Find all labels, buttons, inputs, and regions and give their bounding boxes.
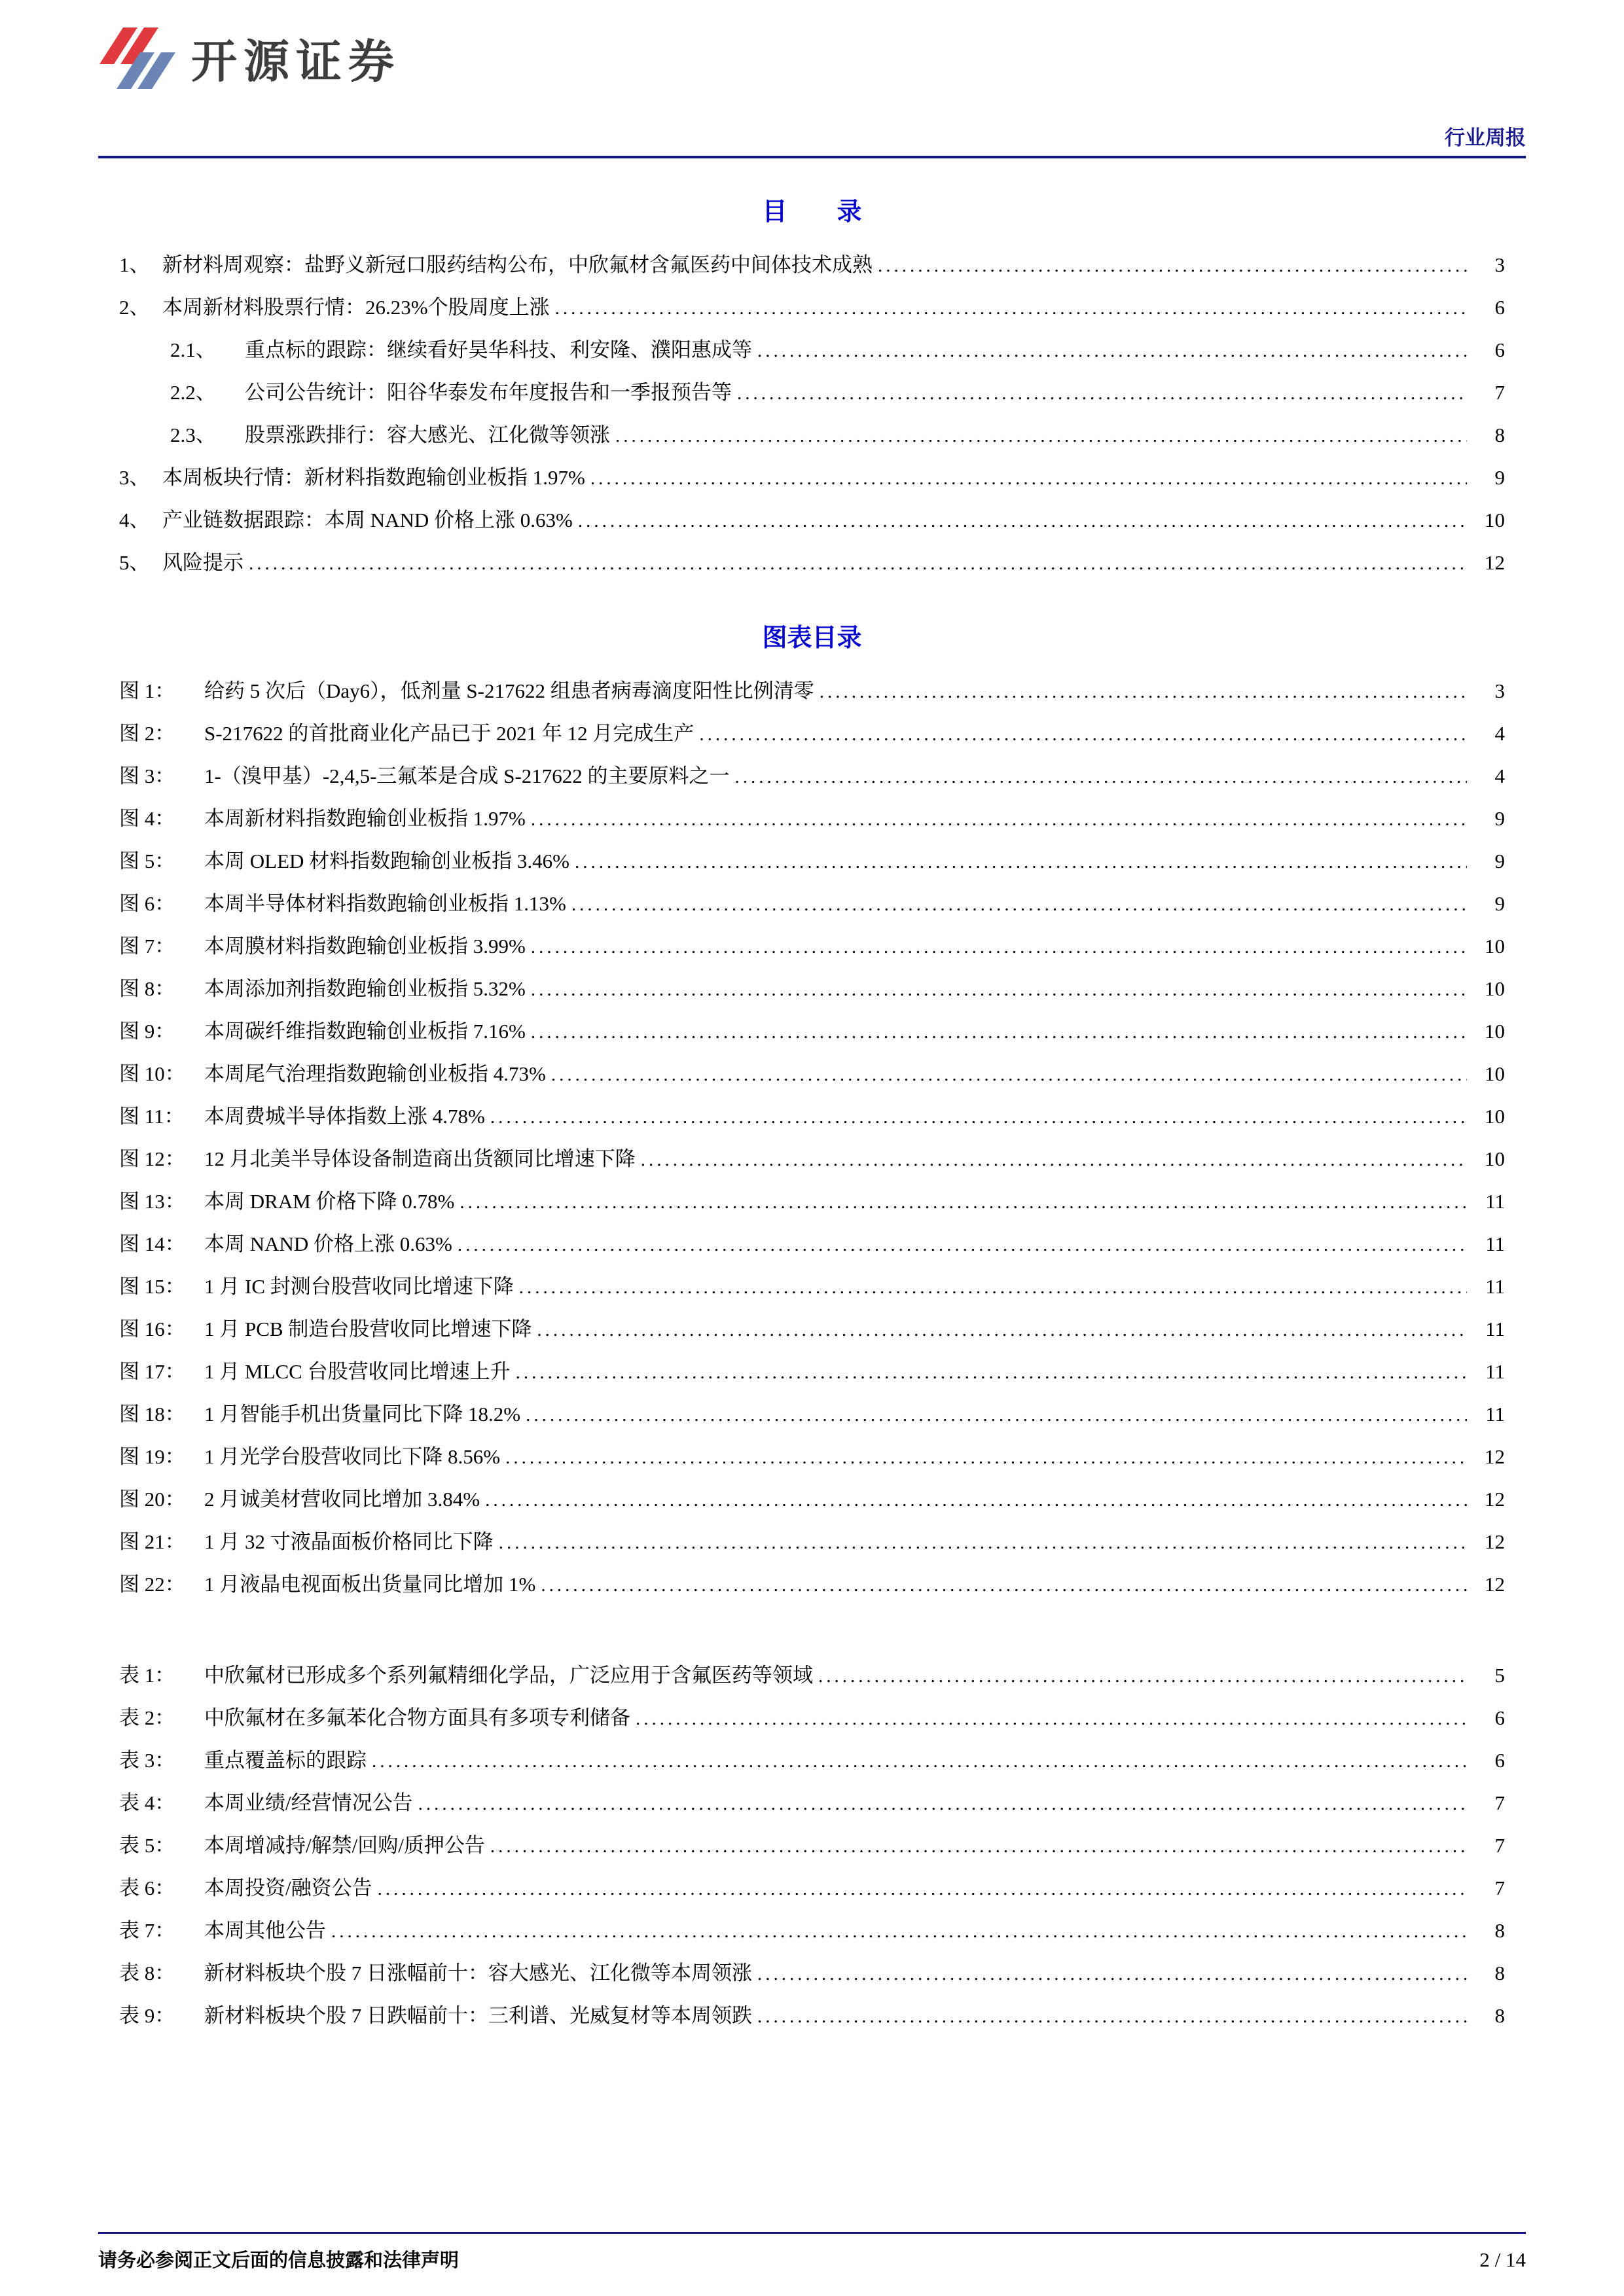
toc-row[interactable] — [119, 1351, 1505, 1393]
toc-item-number: 2、 — [119, 296, 150, 319]
toc-item-number: 图 7： — [119, 935, 175, 958]
footer-disclaimer: 请务必参阅正文后面的信息披露和法律声明 — [98, 2250, 460, 2271]
toc-page-number: 4 — [1494, 722, 1505, 745]
toc-item-title: 本周增减持/解禁/回购/质押公告 — [204, 1834, 485, 1857]
toc-row[interactable] — [119, 1952, 1505, 1995]
toc-leader-dots — [820, 670, 1467, 713]
toc-item-title: 风险提示 — [162, 551, 244, 574]
toc-item-title: 本周 NAND 价格上涨 0.63% — [204, 1232, 452, 1255]
toc-row[interactable] — [119, 670, 1505, 713]
toc-page-number: 6 — [1494, 296, 1505, 319]
toc-item-number: 图 12： — [119, 1147, 185, 1170]
toc-page-number: 7 — [1494, 1876, 1505, 1899]
header-divider — [98, 156, 1526, 158]
toc-item-number: 1、 — [119, 253, 150, 276]
footer-page-indicator: 2 / 14 — [1479, 2248, 1526, 2271]
toc-item-number: 图 15： — [119, 1275, 185, 1298]
toc-item-title: 1 月液晶电视面板出货量同比增加 1% — [204, 1573, 536, 1596]
toc-row[interactable] — [119, 1782, 1505, 1825]
toc-item-title: 本周 DRAM 价格下降 0.78% — [204, 1190, 455, 1213]
toc-row[interactable] — [119, 1479, 1505, 1521]
toc-leader-dots — [505, 1436, 1467, 1479]
toc-row[interactable] — [119, 1266, 1505, 1308]
toc-item-title: 本周新材料指数跑输创业板指 1.97% — [204, 807, 526, 830]
toc-leader-dots — [519, 1266, 1467, 1308]
toc-item-number: 表 7： — [119, 1919, 175, 1942]
toc-page-number: 11 — [1485, 1318, 1505, 1340]
toc-item-number: 图 8： — [119, 977, 175, 1000]
toc-leader-dots — [551, 1053, 1467, 1096]
toc-page-number: 11 — [1485, 1232, 1505, 1255]
toc-row[interactable] — [119, 287, 1505, 329]
toc-leader-dots — [378, 1867, 1467, 1910]
toc-leader-dots — [526, 1393, 1467, 1436]
toc-item-number: 表 9： — [119, 2004, 175, 2027]
toc-row[interactable] — [119, 925, 1505, 968]
toc-item-title: 1 月 MLCC 台股营收同比增速上升 — [204, 1360, 511, 1383]
toc-page-number: 8 — [1494, 1962, 1505, 1984]
page-footer — [98, 2232, 1526, 2272]
toc-leader-dots — [699, 713, 1467, 755]
toc-row[interactable] — [119, 1825, 1505, 1867]
toc-item-title: 中欣氟材在多氟苯化合物方面具有多项专利储备 — [204, 1706, 630, 1729]
toc-page-number: 10 — [1485, 1105, 1505, 1128]
page-header — [0, 0, 1624, 156]
toc-leader-dots — [418, 1782, 1467, 1825]
toc-row[interactable] — [119, 1011, 1505, 1053]
toc-item-title: 新材料板块个股 7 日涨幅前十：容大感光、江化微等本周领涨 — [204, 1962, 752, 1984]
toc-row[interactable] — [119, 457, 1505, 499]
toc-page-number: 5 — [1494, 1664, 1505, 1687]
toc-leader-dots — [757, 1952, 1467, 1995]
toc-item-title: 本周 OLED 材料指数跑输创业板指 3.46% — [204, 850, 569, 872]
toc-row[interactable] — [119, 1995, 1505, 2037]
toc-list — [98, 244, 1526, 584]
toc-item-number: 图 6： — [119, 892, 175, 915]
toc-leader-dots — [531, 968, 1467, 1011]
toc-leader-dots — [615, 414, 1467, 457]
toc-item-number: 图 5： — [119, 850, 175, 872]
toc-page-number: 10 — [1485, 935, 1505, 958]
toc-item-number: 图 13： — [119, 1190, 185, 1213]
toc-page-number: 7 — [1494, 1834, 1505, 1857]
toc-item-title: 本周尾气治理指数跑输创业板指 4.73% — [204, 1062, 546, 1085]
toc-item-number: 表 3： — [119, 1749, 175, 1772]
toc-row[interactable] — [119, 713, 1505, 755]
toc-item-title: 1 月 32 寸液晶面板价格同比下降 — [204, 1530, 494, 1553]
toc-item-number: 图 4： — [119, 807, 175, 830]
toc-item-title: 重点覆盖标的跟踪 — [204, 1749, 367, 1772]
toc-page-number: 12 — [1485, 1445, 1505, 1468]
toc-leader-dots — [531, 798, 1467, 840]
toc-item-number: 表 4： — [119, 1791, 175, 1814]
toc-item-number: 图 20： — [119, 1488, 185, 1511]
report-type-label: 行业周报 — [1445, 126, 1526, 149]
toc-row[interactable] — [119, 1436, 1505, 1479]
toc-item-number: 图 3： — [119, 764, 175, 787]
toc-leader-dots — [490, 1825, 1467, 1867]
toc-row[interactable] — [119, 968, 1505, 1011]
toc-page-number: 11 — [1485, 1190, 1505, 1213]
tables-list — [98, 1655, 1526, 2037]
toc-page-number: 6 — [1494, 338, 1505, 361]
toc-row[interactable] — [119, 1181, 1505, 1223]
toc-row[interactable] — [119, 755, 1505, 798]
toc-row[interactable] — [119, 1223, 1505, 1266]
toc-item-title: 1 月 PCB 制造台股营收同比增速下降 — [204, 1318, 532, 1340]
toc-item-title: 本周碳纤维指数跑输创业板指 7.16% — [204, 1020, 526, 1043]
toc-item-title: 本周添加剂指数跑输创业板指 5.32% — [204, 977, 526, 1000]
toc-item-title: 给药 5 次后（Day6），低剂量 S-217622 组患者病毒滴度阳性比例清零 — [204, 679, 814, 702]
toc-page-number: 12 — [1485, 1488, 1505, 1511]
toc-item-title: 1 月光学台股营收同比下降 8.56% — [204, 1445, 501, 1468]
toc-leader-dots — [531, 925, 1467, 968]
toc-leader-dots — [249, 542, 1467, 584]
toc-page-number: 10 — [1485, 509, 1505, 531]
toc-item-title: 12 月北美半导体设备制造商出货额同比增速下降 — [204, 1147, 636, 1170]
toc-row[interactable] — [119, 1910, 1505, 1952]
toc-item-title: 1-（溴甲基）-2,4,5-三氟苯是合成 S-217622 的主要原料之一 — [204, 764, 730, 787]
toc-row[interactable] — [119, 1096, 1505, 1138]
toc-item-title: 中欣氟材已形成多个系列氟精细化学品，广泛应用于含氟医药等领域 — [204, 1664, 813, 1687]
toc-row[interactable] — [119, 883, 1505, 925]
toc-item-title: 本周其他公告 — [204, 1919, 326, 1942]
toc-leader-dots — [331, 1910, 1467, 1952]
kaiyuan-securities-logo — [98, 25, 401, 91]
toc-row[interactable] — [119, 1655, 1505, 1697]
toc-page-number: 7 — [1494, 1791, 1505, 1814]
toc-leader-dots — [555, 287, 1467, 329]
toc-item-number: 2.3、 — [170, 423, 216, 446]
toc-leader-dots — [372, 1740, 1467, 1782]
toc-item-number: 表 5： — [119, 1834, 175, 1857]
toc-item-number: 表 6： — [119, 1876, 175, 1899]
toc-leader-dots — [485, 1479, 1467, 1521]
toc-row[interactable] — [119, 1521, 1505, 1564]
toc-leader-dots — [575, 840, 1467, 883]
toc-leader-dots — [818, 1655, 1467, 1697]
toc-item-title: 产业链数据跟踪：本周 NAND 价格上涨 0.63% — [162, 509, 573, 531]
toc-leader-dots — [537, 1308, 1467, 1351]
toc-leader-dots — [541, 1564, 1467, 1606]
toc-row[interactable] — [119, 1740, 1505, 1782]
toc-item-title: 公司公告统计：阳谷华泰发布年度报告和一季报预告等 — [245, 381, 732, 404]
toc-row[interactable] — [119, 499, 1505, 542]
toc-item-title: 本周半导体材料指数跑输创业板指 1.13% — [204, 892, 566, 915]
toc-item-title: 新材料板块个股 7 日跌幅前十：三利谱、光威复材等本周领跌 — [204, 2004, 752, 2027]
toc-item-title: 本周费城半导体指数上涨 4.78% — [204, 1105, 485, 1128]
toc-leader-dots — [499, 1521, 1467, 1564]
toc-item-title: 本周业绩/经营情况公告 — [204, 1791, 413, 1814]
toc-item-number: 图 11： — [119, 1105, 185, 1128]
toc-item-number: 图 16： — [119, 1318, 185, 1340]
toc-item-number: 图 14： — [119, 1232, 185, 1255]
toc-item-title: 股票涨跌排行：容大感光、江化微等领涨 — [245, 423, 610, 446]
toc-item-number: 2.1、 — [170, 338, 216, 361]
toc-leader-dots — [737, 372, 1467, 414]
toc-row[interactable] — [119, 1053, 1505, 1096]
toc-page-number: 3 — [1494, 253, 1505, 276]
toc-page-number: 10 — [1485, 1147, 1505, 1170]
toc-row[interactable] — [119, 329, 1505, 372]
toc-leader-dots — [757, 329, 1467, 372]
toc-page-number: 9 — [1494, 892, 1505, 915]
toc-leader-dots — [571, 883, 1467, 925]
toc-title: 目 录 — [762, 198, 862, 226]
toc-item-number: 图 10： — [119, 1062, 185, 1085]
toc-item-number: 3、 — [119, 466, 150, 489]
toc-page-number: 9 — [1494, 466, 1505, 489]
toc-item-number: 表 1： — [119, 1664, 175, 1687]
toc-row[interactable] — [119, 1867, 1505, 1910]
toc-row[interactable] — [119, 840, 1505, 883]
toc-item-title: 本周板块行情：新材料指数跑输创业板指 1.97% — [162, 466, 585, 489]
toc-item-number: 图 21： — [119, 1530, 185, 1553]
toc-page-number: 3 — [1494, 679, 1505, 702]
toc-item-title: 1 月智能手机出货量同比下降 18.2% — [204, 1403, 521, 1426]
toc-row[interactable] — [119, 414, 1505, 457]
toc-row[interactable] — [119, 1564, 1505, 1606]
toc-page-number: 6 — [1494, 1749, 1505, 1772]
toc-page-number: 7 — [1494, 381, 1505, 404]
toc-item-number: 图 2： — [119, 722, 175, 745]
toc-page-number: 4 — [1494, 764, 1505, 787]
toc-page-number: 9 — [1494, 850, 1505, 872]
toc-row[interactable] — [119, 372, 1505, 414]
toc-page-number: 10 — [1485, 1020, 1505, 1043]
toc-page-number: 6 — [1494, 1706, 1505, 1729]
toc-item-number: 图 22： — [119, 1573, 185, 1596]
kaiyuan-logo-icon — [98, 26, 177, 90]
toc-item-title: S-217622 的首批商业化产品已于 2021 年 12 月完成生产 — [204, 722, 695, 745]
toc-leader-dots — [578, 499, 1467, 542]
toc-item-title: 本周投资/融资公告 — [204, 1876, 372, 1899]
toc-row[interactable] — [119, 798, 1505, 840]
toc-item-number: 图 1： — [119, 679, 175, 702]
toc-item-title: 1 月 IC 封测台股营收同比增速下降 — [204, 1275, 514, 1298]
toc-page-number: 11 — [1485, 1275, 1505, 1298]
toc-row[interactable] — [119, 1138, 1505, 1181]
toc-row[interactable] — [119, 542, 1505, 584]
toc-page-number: 8 — [1494, 423, 1505, 446]
toc-page-number: 12 — [1485, 1530, 1505, 1553]
toc-leader-dots — [458, 1223, 1467, 1266]
toc-page-number: 9 — [1494, 807, 1505, 830]
logo-text: 开源证券 — [191, 36, 401, 87]
toc-item-number: 表 2： — [119, 1706, 175, 1729]
toc-row[interactable] — [119, 1697, 1505, 1740]
toc-item-number: 5、 — [119, 551, 150, 574]
toc-item-number: 图 17： — [119, 1360, 185, 1383]
toc-leader-dots — [490, 1096, 1467, 1138]
toc-leader-dots — [516, 1351, 1467, 1393]
toc-row[interactable] — [119, 244, 1505, 287]
toc-page-number: 12 — [1485, 551, 1505, 574]
toc-item-number: 2.2、 — [170, 381, 216, 404]
toc-page-number: 8 — [1494, 1919, 1505, 1942]
toc-page-number: 10 — [1485, 977, 1505, 1000]
toc-page-number: 11 — [1485, 1403, 1505, 1426]
toc-leader-dots — [757, 1995, 1467, 2037]
toc-item-title: 重点标的跟踪：继续看好昊华科技、利安隆、濮阳惠成等 — [245, 338, 752, 361]
toc-item-number: 图 18： — [119, 1403, 185, 1426]
toc-row[interactable] — [119, 1308, 1505, 1351]
toc-leader-dots — [641, 1138, 1467, 1181]
toc-row[interactable] — [119, 1393, 1505, 1436]
toc-leader-dots — [590, 457, 1467, 499]
toc-leader-dots — [636, 1697, 1467, 1740]
toc-leader-dots — [531, 1011, 1467, 1053]
toc-item-title: 2 月诚美材营收同比增加 3.84% — [204, 1488, 480, 1511]
toc-item-title: 本周新材料股票行情：26.23%个股周度上涨 — [162, 296, 550, 319]
figures-list — [98, 670, 1526, 1606]
toc-page-number: 10 — [1485, 1062, 1505, 1085]
toc-item-title: 本周膜材料指数跑输创业板指 3.99% — [204, 935, 526, 958]
toc-item-title: 新材料周观察：盐野义新冠口服药结构公布，中欣氟材含氟医药中间体技术成熟 — [162, 253, 873, 276]
toc-page-number: 11 — [1485, 1360, 1505, 1383]
toc-item-number: 图 9： — [119, 1020, 175, 1043]
toc-leader-dots — [735, 755, 1467, 798]
toc-page-number: 12 — [1485, 1573, 1505, 1596]
toc-page-number: 8 — [1494, 2004, 1505, 2027]
toc-item-number: 4、 — [119, 509, 150, 531]
toc-leader-dots — [878, 244, 1467, 287]
toc-leader-dots — [460, 1181, 1467, 1223]
toc-item-number: 表 8： — [119, 1962, 175, 1984]
page-content — [0, 191, 1624, 2037]
figures-tables-title: 图表目录 — [762, 624, 862, 652]
toc-item-number: 图 19： — [119, 1445, 185, 1468]
